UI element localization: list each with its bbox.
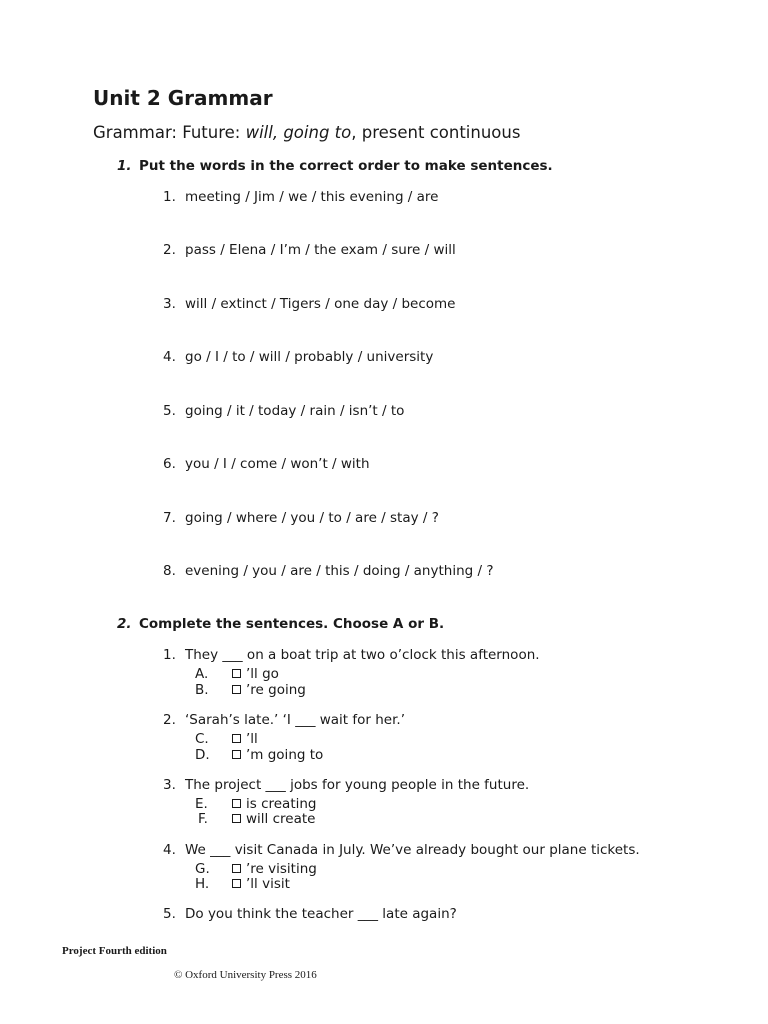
- task-2-question: [163, 647, 540, 663]
- option-letter: A.: [195, 666, 209, 682]
- item-number: 5.: [163, 403, 176, 419]
- item-text: going / it / today / rain / isn’t / to: [185, 403, 405, 419]
- task-1-item: [163, 456, 370, 472]
- option-letter: H.: [195, 876, 210, 892]
- task-2-question: [163, 842, 640, 858]
- task-1-item: [163, 563, 494, 579]
- task-1-instruction: Put the words in the correct order to make sentences.: [139, 158, 553, 174]
- checkbox-icon[interactable]: [232, 669, 241, 678]
- option-letter: E.: [195, 796, 208, 812]
- subtitle-italic: will, going to: [245, 123, 352, 142]
- answer-option[interactable]: [195, 666, 395, 682]
- subtitle-prefix: Grammar: Future:: [93, 123, 246, 142]
- answer-option[interactable]: [195, 682, 395, 698]
- footer-title: Project Fourth edition: [62, 945, 167, 957]
- item-text: meeting / Jim / we / this evening / are: [185, 189, 439, 205]
- task-1-heading: [117, 158, 553, 174]
- option-text: ’m going to: [246, 747, 324, 763]
- footer-copyright: © Oxford University Press 2016: [174, 969, 317, 981]
- question-number: 2.: [163, 712, 176, 728]
- answer-option[interactable]: [195, 731, 395, 747]
- item-text: pass / Elena / I’m / the exam / sure / will: [185, 242, 456, 258]
- checkbox-icon[interactable]: [232, 750, 241, 759]
- question-text: ‘Sarah’s late.’ ‘I ___ wait for her.’: [185, 712, 405, 728]
- checkbox-icon[interactable]: [232, 799, 241, 808]
- task-1-item: [163, 296, 456, 312]
- option-letter: G.: [195, 861, 210, 877]
- checkbox-icon[interactable]: [232, 685, 241, 694]
- task-2-heading: [117, 616, 444, 632]
- option-letter: B.: [195, 682, 209, 698]
- answer-option[interactable]: [195, 796, 395, 812]
- item-text: going / where / you / to / are / stay / ?: [185, 510, 439, 526]
- option-letter: C.: [195, 731, 209, 747]
- question-number: 4.: [163, 842, 176, 858]
- question-number: 5.: [163, 906, 176, 922]
- item-text: will / extinct / Tigers / one day / become: [185, 296, 456, 312]
- item-number: 8.: [163, 563, 176, 579]
- page-title: Unit 2 Grammar: [93, 86, 273, 110]
- option-text: is creating: [246, 796, 317, 812]
- item-number: 2.: [163, 242, 176, 258]
- item-number: 6.: [163, 456, 176, 472]
- question-number: 3.: [163, 777, 176, 793]
- task-1-item: [163, 349, 433, 365]
- item-number: 1.: [163, 189, 176, 205]
- item-number: 3.: [163, 296, 176, 312]
- checkbox-icon[interactable]: [232, 879, 241, 888]
- option-text: ’re visiting: [246, 861, 317, 877]
- task-2-number: 2.: [117, 616, 132, 632]
- task-1-item: [163, 242, 456, 258]
- task-2-question: [163, 906, 457, 922]
- subtitle-suffix: , present continuous: [351, 123, 521, 142]
- item-text: go / I / to / will / probably / university: [185, 349, 434, 365]
- question-text: The project ___ jobs for young people in the future.: [185, 777, 530, 793]
- option-text: ’ll: [246, 731, 258, 747]
- task-1-item: [163, 189, 438, 205]
- task-1-item: [163, 510, 439, 526]
- question-text: We ___ visit Canada in July. We’ve already bought our plane tickets.: [185, 842, 640, 858]
- option-text: ’ll visit: [246, 876, 290, 892]
- page-subtitle: [93, 123, 520, 142]
- task-2-instruction: Complete the sentences. Choose A or B.: [139, 616, 445, 632]
- task-2-question: [163, 777, 529, 793]
- question-text: They ___ on a boat trip at two o’clock this afternoon.: [185, 647, 540, 663]
- task-1-number: 1.: [117, 158, 132, 174]
- item-text: evening / you / are / this / doing / anything / ?: [185, 563, 494, 579]
- task-2-question: [163, 712, 405, 728]
- option-letter: D.: [195, 747, 210, 763]
- answer-option[interactable]: [195, 861, 395, 877]
- option-text: will create: [246, 811, 316, 827]
- question-text: Do you think the teacher ___ late again?: [185, 906, 457, 922]
- item-number: 7.: [163, 510, 176, 526]
- checkbox-icon[interactable]: [232, 734, 241, 743]
- question-number: 1.: [163, 647, 176, 663]
- answer-option[interactable]: [195, 811, 395, 827]
- answer-option[interactable]: [195, 876, 395, 892]
- option-text: ’re going: [246, 682, 306, 698]
- item-number: 4.: [163, 349, 176, 365]
- option-letter: F.: [198, 811, 208, 827]
- checkbox-icon[interactable]: [232, 814, 241, 823]
- checkbox-icon[interactable]: [232, 864, 241, 873]
- answer-option[interactable]: [195, 747, 395, 763]
- task-1-item: [163, 403, 404, 419]
- item-text: you / I / come / won’t / with: [185, 456, 370, 472]
- option-text: ’ll go: [246, 666, 279, 682]
